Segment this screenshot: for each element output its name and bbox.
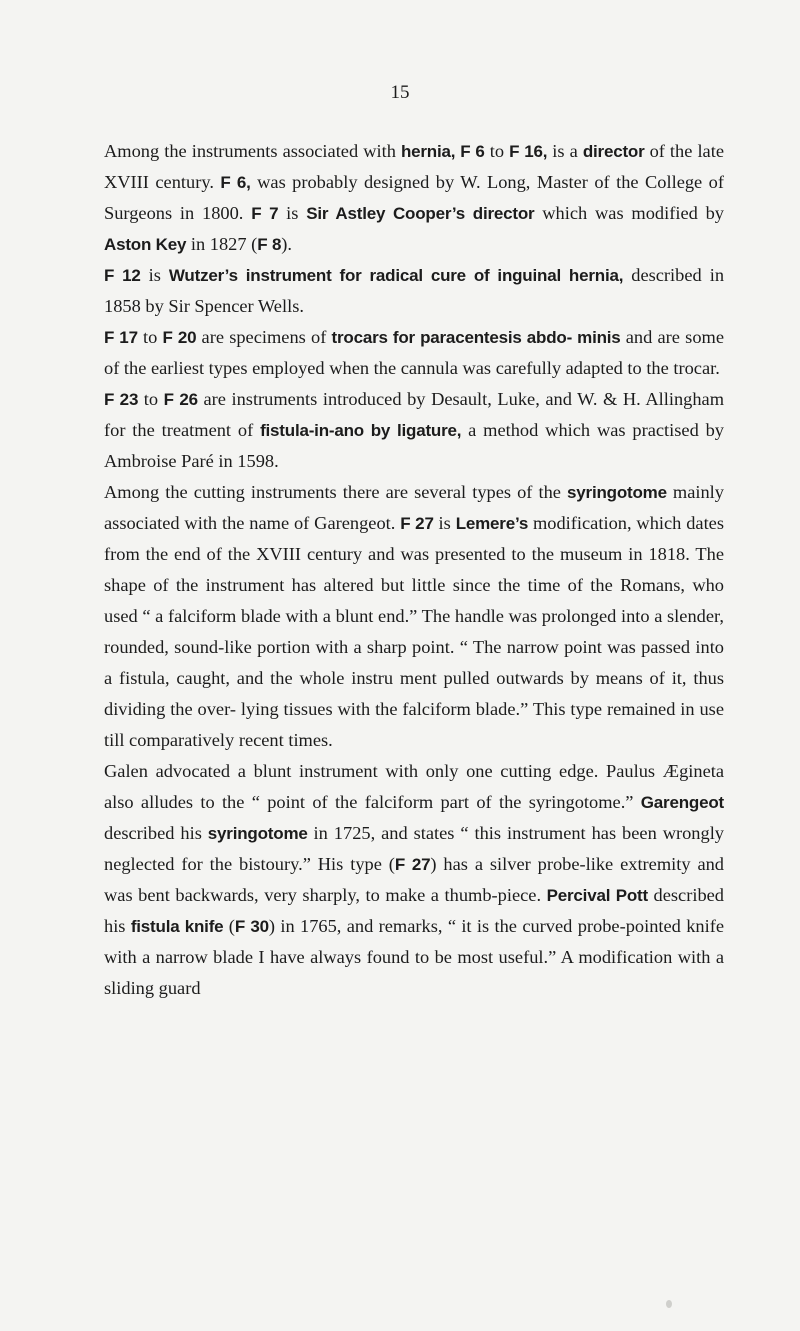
bold-term: syringotome	[207, 824, 308, 843]
bold-term: syringotome	[567, 483, 667, 502]
bold-term: director	[582, 142, 645, 161]
bold-term: F 16,	[509, 142, 548, 161]
paragraph-hernia-directors	[104, 136, 724, 260]
bold-term: F 8	[257, 235, 282, 254]
bold-term: Aston Key	[104, 235, 187, 254]
bold-term: hernia, F 6	[400, 142, 485, 161]
bold-term: F 26	[163, 390, 198, 409]
bold-term: Garengeot	[640, 793, 724, 812]
text-run: are specimens of	[196, 327, 332, 347]
text-run: Among the cutting instruments there are several types of the	[104, 482, 568, 502]
text-run: is	[140, 265, 169, 285]
text-run: is a	[547, 141, 583, 161]
paragraph-galen-garengeot-pott	[104, 756, 724, 1004]
paper-speck	[666, 1300, 672, 1308]
bold-term: F 27	[400, 514, 434, 533]
text-run: is	[278, 203, 307, 223]
paragraph-wutzer-instrument	[104, 260, 724, 322]
text-run: (	[223, 916, 235, 936]
bold-term: F 6,	[220, 173, 251, 192]
bold-term: F 27	[394, 855, 431, 874]
bold-term: F 23	[104, 390, 139, 409]
bold-term: Sir Astley Cooper’s director	[306, 204, 535, 223]
text-run: modification, which dates from the end of the XVIII century and was presented to the museum in 1818. The shape of the instrument has altered but little since the time of the Romans, who used “ a falciform blade with a blunt end.” The handle was prolonged into a slender, rounded, sound-like portion with a sharp point. “ The narrow point was passed into a fistula, caught, and the whole instru ment pulled outwards by means of it, thus dividing the over- lying tissues with the falciform blade.” This type remained in use till comparatively recent times.	[104, 513, 724, 750]
bold-term: F 20	[162, 328, 197, 347]
bold-term: F 12	[104, 266, 141, 285]
text-run: in 1725, and states “ this instrument has been wrongly neglected for the bistoury.” His type (	[104, 823, 724, 874]
text-run: to	[138, 389, 164, 409]
paragraph-syringotome	[104, 477, 724, 756]
bold-term: fistula-in-ano by ligature,	[260, 421, 462, 440]
text-run: Galen advocated a blunt instrument with only one cutting edge. Paulus Ægineta also alludes to the “ point of the falciform part of the syringotome.”	[104, 761, 724, 812]
text-run: and are some of the earliest types employed when the cannula was carefully adapted to the trocar.	[104, 327, 724, 378]
paragraph-trocars	[104, 322, 724, 384]
text-run: ) in 1765, and remarks, “ it is the curved probe-pointed knife with a narrow blade I have always found to be most useful.” A modification with a sliding guard	[104, 916, 724, 998]
bold-term: fistula knife	[130, 917, 224, 936]
text-run: is	[433, 513, 456, 533]
bold-term: F 17	[104, 328, 138, 347]
text-run: to	[484, 141, 510, 161]
bold-term: Lemere’s	[455, 514, 529, 533]
text-run: a method which was practised by Ambroise Paré in 1598.	[104, 420, 725, 471]
text-run: which was modified by	[534, 203, 724, 223]
text-run: in 1827 (	[186, 234, 258, 254]
paragraph-fistula-ligature	[104, 384, 724, 477]
text-run: are instruments introduced by Desault, Luke, and W. & H. Allingham for the treatment of	[104, 389, 725, 440]
bold-term: trocars for paracentesis abdo- minis	[331, 328, 621, 347]
bold-term: Wutzer’s instrument for radical cure of inguinal hernia,	[168, 266, 624, 285]
text-run: ) has a silver probe-like extremity and was bent backwards, very sharply, to make a thumb-piece.	[104, 854, 724, 905]
body-text	[104, 136, 724, 1004]
text-run: described his	[104, 823, 208, 843]
bold-term: F 7	[251, 204, 279, 223]
text-run: Among the instruments associated with	[104, 141, 401, 161]
bold-term: F 30	[234, 917, 269, 936]
text-run: ).	[281, 234, 292, 254]
text-run: described in 1858 by Sir Spencer Wells.	[104, 265, 725, 316]
text-run: described his	[104, 885, 724, 936]
page-number: 15	[390, 82, 410, 103]
text-run: was probably designed by W. Long, Master of the College of Surgeons in 1800.	[104, 172, 724, 223]
text-run: of the late XVIII century.	[104, 141, 724, 192]
bold-term: Percival Pott	[546, 886, 648, 905]
text-run: mainly associated with the name of Garengeot.	[104, 482, 724, 533]
text-run: to	[137, 327, 163, 347]
